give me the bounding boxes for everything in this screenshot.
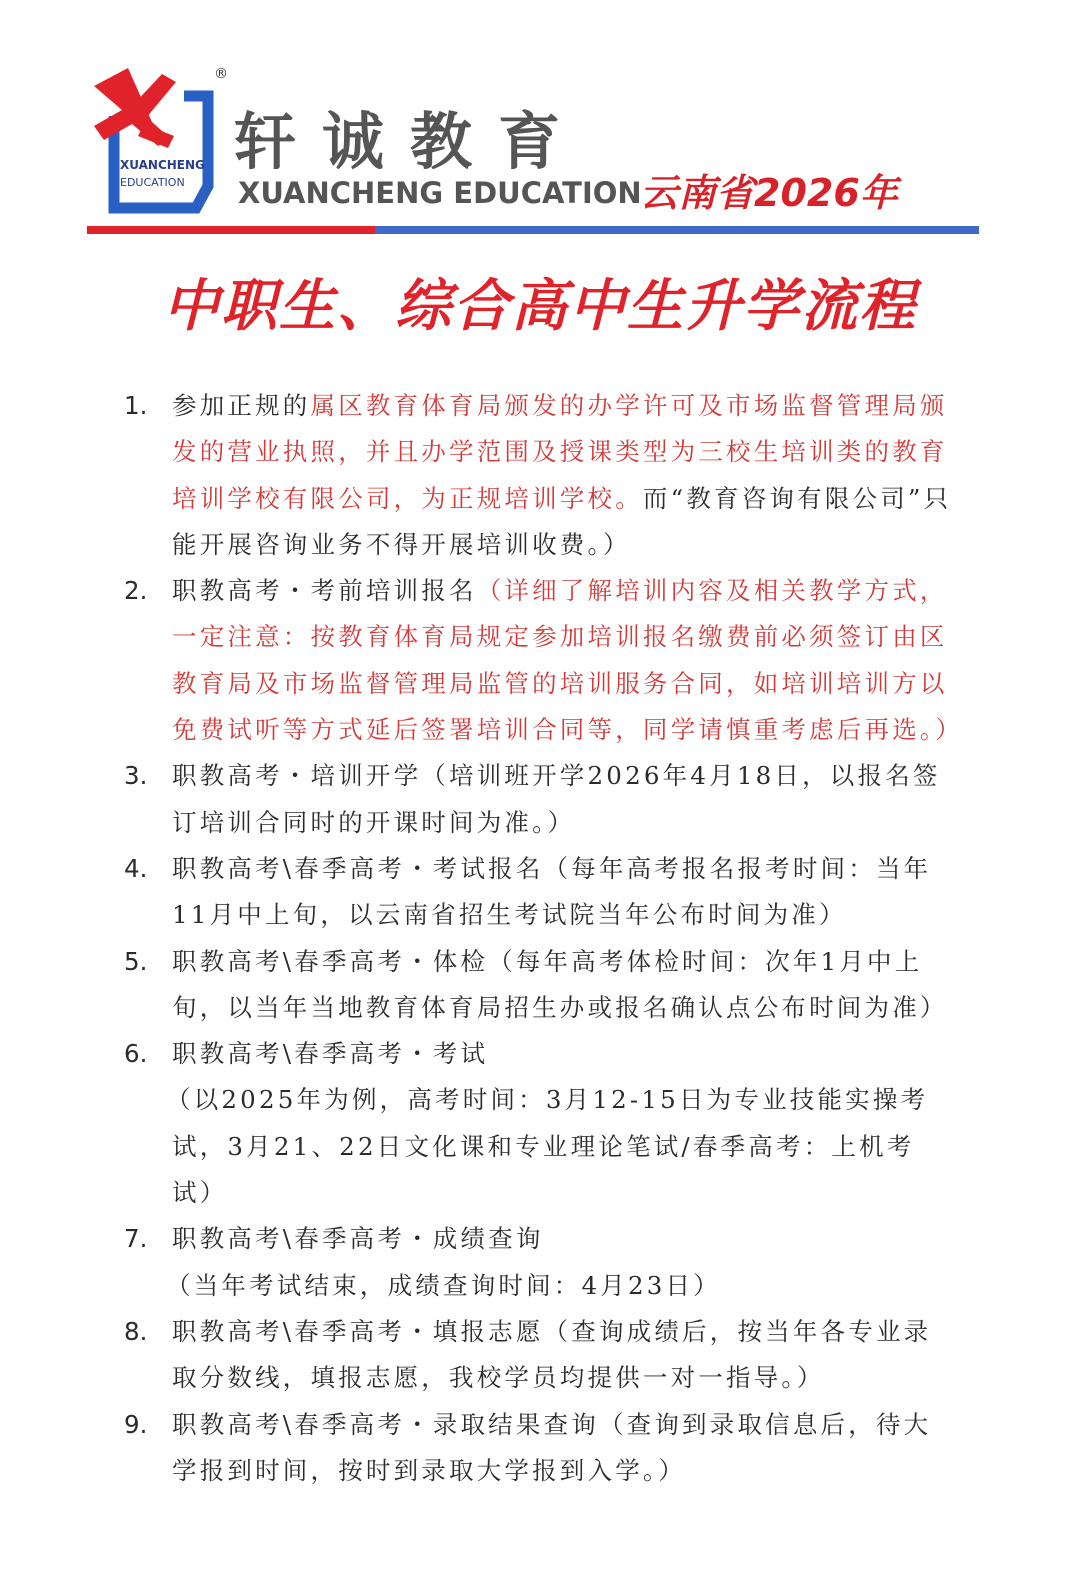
step-number: 8. (124, 1316, 148, 1346)
step-detail: （当年考试结束，成绩查询时间：4月23日） (166, 1270, 721, 1300)
brand-name-cn: 轩诚教育 (234, 105, 587, 178)
process-steps (124, 383, 964, 1494)
step-number: 4. (124, 853, 148, 883)
step-text: 职教高考\春季高考・考试 (172, 1039, 489, 1069)
province-year: 云南省2026年 (640, 171, 898, 215)
step-5 (124, 939, 954, 1032)
step-text: 职教高考・考前培训报名 (172, 576, 477, 606)
logo-text-line1: XUANCHENG (120, 158, 205, 172)
step-number: 6. (124, 1039, 148, 1069)
logo-text-line2: EDUCATION (120, 176, 185, 189)
step-number: 3. (124, 761, 148, 791)
step-text: 职教高考\春季高考・填报志愿（查询成绩后，按当年各专业录取分数线，填报志愿，我校学员均提供一对一指导。） (172, 1316, 932, 1393)
step-note: （详细了解培训内容及相关教学方式，一定注意：按教育体育局规定参加培训报名缴费前必须签订由区教育局及市场监督管理局监管的培训服务合同，如培训培训方以免费试听等方式延后签署培训合同等，同学请慎重考虑后再选。） (172, 576, 964, 745)
step-text: 职教高考\春季高考・体检（每年高考体检时间：次年1月中上旬，以当年当地教育体育局招生办或报名确认点公布时间为准） (172, 946, 948, 1022)
page-title: 中职生、综合高中生升学流程 (163, 274, 917, 339)
step-4 (124, 846, 954, 939)
step-number: 5. (124, 946, 148, 976)
step-6 (124, 1031, 954, 1216)
step-3 (124, 753, 954, 846)
brand-name-en: XUANCHENG EDUCATION (238, 176, 642, 210)
step-text: 职教高考・培训开学（培训班开学2026年4月18日，以报名签订培训合同时的开课时间为准。） (172, 761, 941, 837)
step-9 (124, 1402, 954, 1495)
logo (92, 66, 228, 214)
step-detail: （以2025年为例，高考时间：3月12-15日为专业技能实操考试，3月21、22日文化课和专业理论笔试/春季高考：上机考试） (166, 1085, 929, 1208)
logo-mark-icon (92, 66, 222, 214)
step-8 (124, 1309, 954, 1402)
step-note: 属区教育体育局颁发的办学许可及市场监督管理局颁发的营业执照，并且办学范围及授课类型为三校生培训类的教育培训学校有限公司，为正规培训学校。 (172, 391, 948, 513)
step-7 (124, 1216, 954, 1309)
step-2 (124, 568, 964, 753)
step-text: 职教高考\春季高考・成绩查询 (172, 1224, 544, 1254)
step-1 (124, 383, 954, 568)
step-number: 9. (124, 1409, 148, 1439)
step-text: 职教高考\春季高考・录取结果查询（查询到录取信息后，待大学报到时间，按时到录取大学报到入学。） (172, 1409, 932, 1485)
step-text: 参加正规的 (172, 391, 311, 420)
step-number: 1. (124, 391, 148, 420)
divider-red (87, 226, 375, 234)
registered-mark: ® (214, 66, 228, 82)
step-number: 7. (124, 1224, 148, 1254)
step-number: 2. (124, 576, 148, 606)
divider-blue (375, 226, 979, 234)
step-text: 职教高考\春季高考・考试报名（每年高考报名报考时间：当年11月中上旬，以云南省招生考试院当年公布时间为准） (172, 853, 932, 930)
step-text-tail: 而“教育咨询有限公司”只能开展咨询业务不得开展培训收费。） (172, 483, 952, 559)
